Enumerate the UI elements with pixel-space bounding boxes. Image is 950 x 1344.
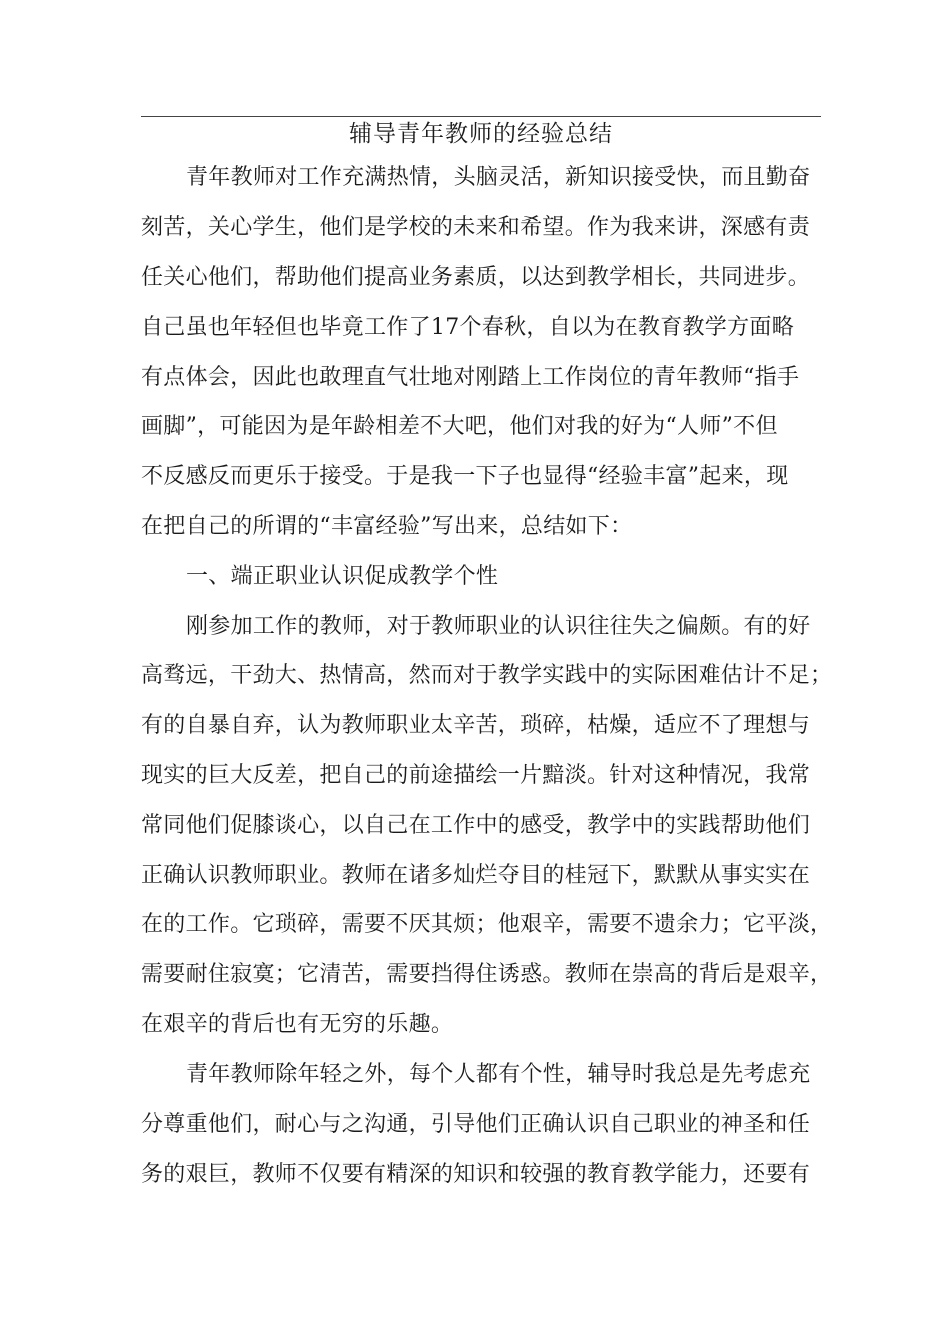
paragraph-line: 务的艰巨，教师不仅要有精深的知识和较强的教育教学能力，还要有: [141, 1162, 811, 1187]
paragraph-line: 现实的巨大反差，把自己的前途描绘一片黯淡。针对这种情况，我常: [141, 763, 811, 788]
paragraph-line: 刚参加工作的教师，对于教师职业的认识往往失之偏颇。有的好: [186, 614, 811, 639]
paragraph-line: 在把自己的所谓的“丰富经验”写出来，总结如下：: [141, 514, 633, 539]
paragraph-line: 在的工作。它琐碎，需要不厌其烦；他艰辛，需要不遗余力；它平淡，: [141, 912, 833, 937]
paragraph-line: 在艰辛的背后也有无穷的乐趣。: [141, 1012, 454, 1037]
paragraph-line: 画脚”，可能因为是年龄相差不大吧，他们对我的好为“人师”不但: [141, 414, 778, 439]
paragraph-line: 常同他们促膝谈心，以自己在工作中的感受，教学中的实践帮助他们: [141, 813, 811, 838]
paragraph-line: 需要耐住寂寞；它清苦，需要挡得住诱惑。教师在崇高的背后是艰辛，: [141, 962, 833, 987]
paragraph-line: 有的自暴自弃，认为教师职业太辛苦，琐碎，枯燥，适应不了理想与: [141, 713, 811, 738]
paragraph-line: 刻苦，关心学生，他们是学校的未来和希望。作为我来讲，深感有责: [141, 215, 811, 240]
paragraph-line: 不反感反而更乐于接受。于是我一下子也显得“经验丰富”起来，现: [141, 464, 789, 489]
paragraph-line: 分尊重他们，耐心与之沟通，引导他们正确认识自己职业的神圣和任: [141, 1112, 811, 1137]
paragraph-line: 正确认识教师职业。教师在诸多灿烂夺目的桂冠下，默默从事实实在: [141, 863, 811, 888]
document-title: 辅导青年教师的经验总结: [349, 121, 613, 147]
paragraph-line: 自己虽也年轻但也毕竟工作了17个春秋，自以为在教育教学方面略: [141, 315, 794, 340]
paragraph-line: 有点体会，因此也敢理直气壮地对刚踏上工作岗位的青年教师“指手: [141, 365, 800, 390]
section-heading: 一、端正职业认识促成教学个性: [186, 564, 499, 589]
paragraph-line: 青年教师除年轻之外，每个人都有个性，辅导时我总是先考虑充: [186, 1062, 811, 1087]
paragraph-line: 高骛远，干劲大、热情高，然而对于教学实践中的实际困难估计不足；: [141, 663, 833, 688]
paragraph-line: 青年教师对工作充满热情，头脑灵活，新知识接受快，而且勤奋: [186, 165, 811, 190]
header-rule: [141, 116, 821, 117]
paragraph-line: 任关心他们，帮助他们提高业务素质，以达到教学相长，共同进步。: [141, 265, 811, 290]
